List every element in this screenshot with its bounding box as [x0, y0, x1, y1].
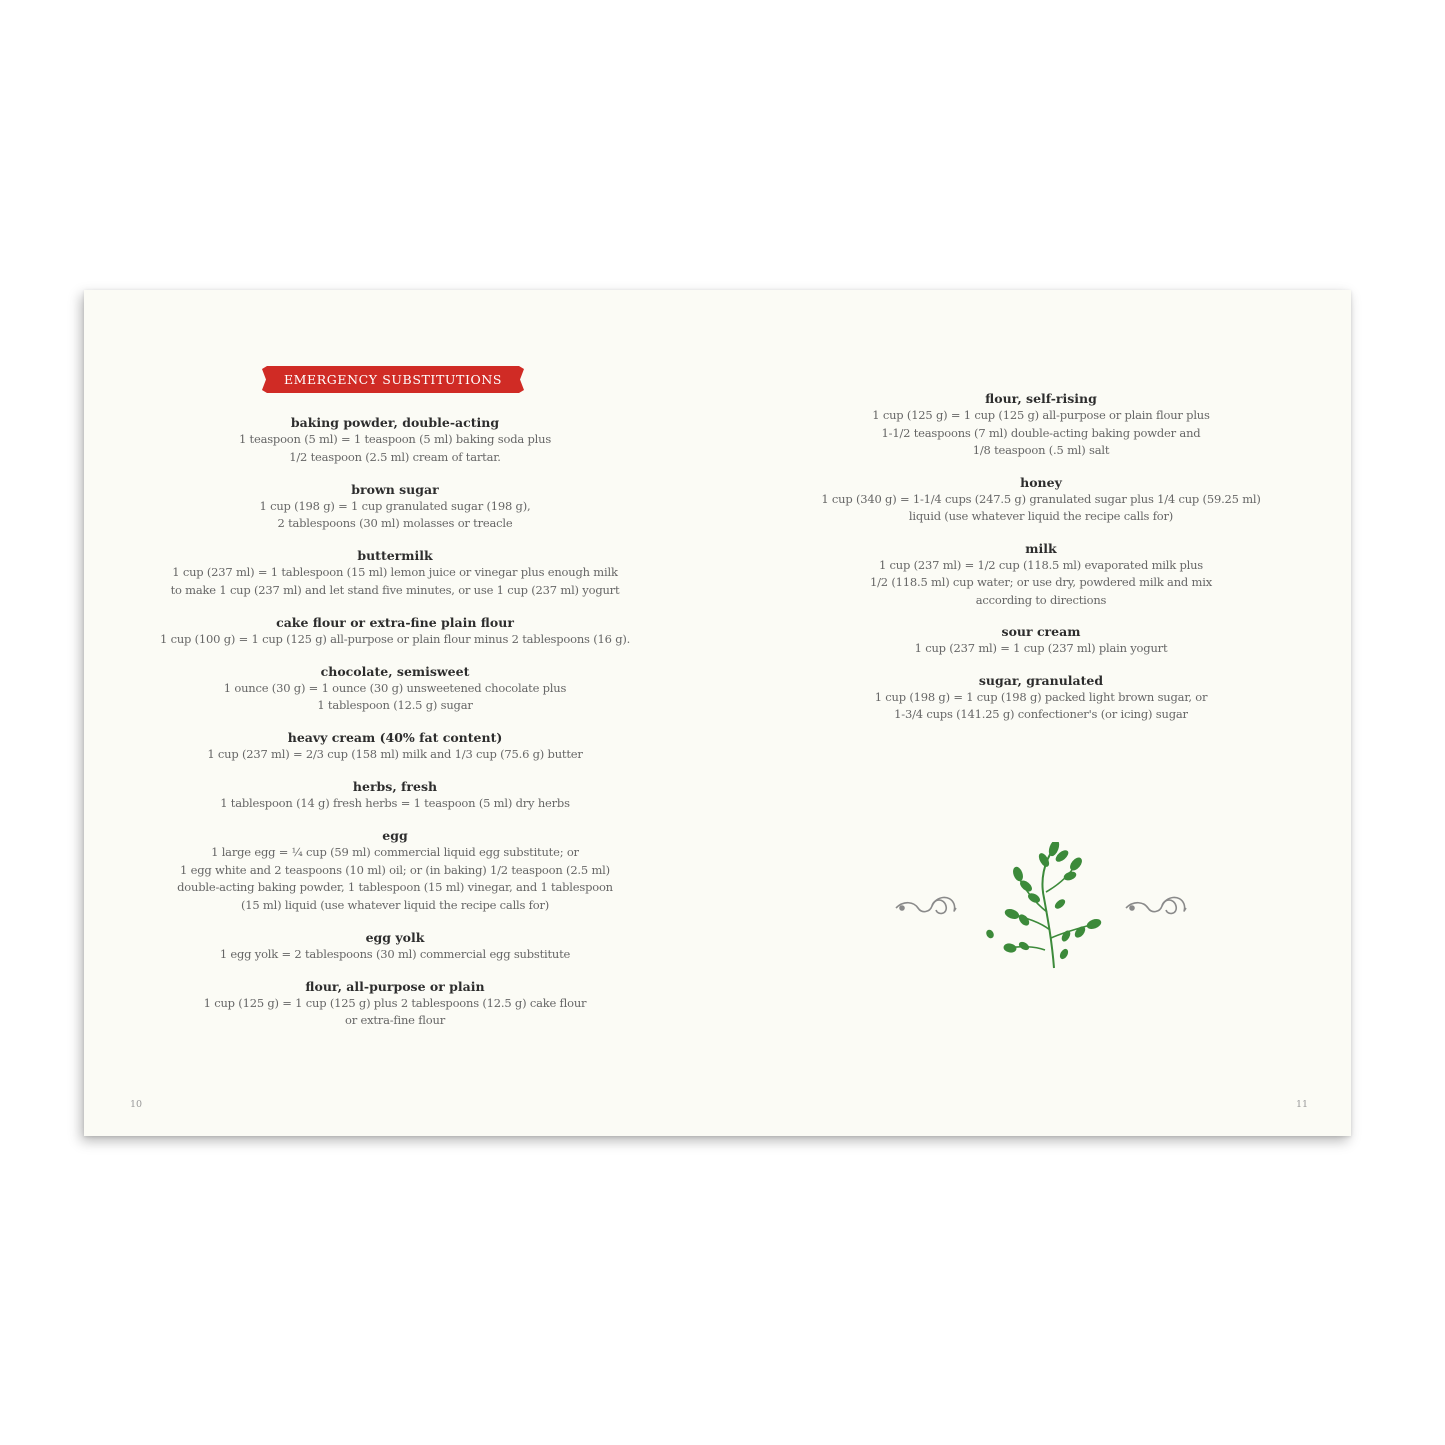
substitution-entry	[160, 778, 630, 813]
entry-title: chocolate, semisweet	[320, 663, 470, 679]
entry-line: 1 cup (237 ml) = 1 cup (237 ml) plain yogurt	[914, 641, 1168, 655]
entry-line: 1 cup (100 g) = 1 cup (125 g) all-purpose or plain flour minus 2 tablespoons (16 g).	[160, 631, 631, 646]
entry-line: 1 ounce (30 g) = 1 ounce (30 g) unsweetened chocolate plus	[223, 680, 567, 695]
entry-line: 1 tablespoon (14 g) fresh herbs = 1 teaspoon (5 ml) dry herbs	[220, 796, 570, 810]
entry-line: 1 cup (198 g) = 1 cup granulated sugar (198 g),	[259, 498, 531, 513]
entry-title: egg yolk	[365, 929, 425, 945]
entry-line: 1 teaspoon (5 ml) = 1 teaspoon (5 ml) baking soda plus	[238, 432, 552, 446]
right-flourish-icon	[1126, 897, 1186, 913]
substitution-entry	[160, 827, 630, 914]
entry-line: 1 cup (125 g) = 1 cup (125 g) all-purpose or plain flour plus	[872, 408, 1210, 422]
substitution-entry	[160, 929, 630, 964]
entry-title: buttermilk	[357, 548, 433, 563]
substitution-entry	[812, 474, 1270, 526]
entry-line: 1/2 teaspoon (2.5 ml) cream of tartar.	[289, 449, 501, 464]
entry-line: 1-1/2 teaspoons (7 ml) double-acting baking powder and	[881, 425, 1201, 440]
entry-line: 1 cup (340 g) = 1-1/4 cups (247.5 g) granulated sugar plus 1/4 cup (59.25 ml)	[821, 491, 1261, 506]
left-flourish-icon	[896, 897, 956, 913]
page-number-right: 11	[1296, 1099, 1309, 1110]
substitution-entry	[160, 663, 630, 715]
section-banner	[262, 366, 524, 393]
sprig-leaves	[985, 842, 1102, 968]
entry-line: liquid (use whatever liquid the recipe calls for)	[908, 509, 1174, 523]
entry-title: sugar, granulated	[978, 672, 1104, 688]
substitution-entry	[160, 978, 630, 1030]
substitution-entry	[160, 414, 630, 466]
entry-title: flour, self-rising	[985, 391, 1097, 406]
entry-line: 1 egg white and 2 teaspoons (10 ml) oil; or (in baking) 1/2 teaspoon (2.5 ml)	[180, 862, 610, 877]
substitution-entry	[812, 672, 1270, 724]
entry-line: (15 ml) liquid (use whatever liquid the recipe calls for)	[240, 897, 550, 912]
herb-sprig-icon	[894, 842, 1190, 972]
entry-title: heavy cream (40% fat content)	[287, 730, 503, 745]
left-page-entries	[160, 414, 630, 1044]
entry-title: flour, all-purpose or plain	[305, 978, 485, 994]
entry-line: 1 tablespoon (12.5 g) sugar	[317, 698, 473, 712]
substitution-entry	[812, 623, 1270, 658]
entry-title: honey	[1020, 474, 1062, 490]
entry-line: 2 tablespoons (30 ml) molasses or treacle	[277, 516, 513, 530]
entry-line: 1 cup (237 ml) = 2/3 cup (158 ml) milk and 1/3 cup (75.6 g) butter	[207, 747, 583, 761]
entry-line: double-acting baking powder, 1 tablespoon (15 ml) vinegar, and 1 tablespoon	[177, 880, 613, 894]
substitution-entry	[160, 547, 630, 599]
entry-title: sour cream	[1001, 624, 1081, 639]
substitution-entry	[160, 614, 630, 649]
banner-title: EMERGENCY SUBSTITUTIONS	[283, 372, 503, 387]
entry-line: 1 cup (237 ml) = 1 tablespoon (15 ml) lemon juice or vinegar plus enough milk	[172, 565, 618, 579]
page-number-left: 10	[130, 1099, 143, 1110]
entry-line: 1 egg yolk = 2 tablespoons (30 ml) commercial egg substitute	[219, 946, 571, 961]
entry-title: baking powder, double-acting	[290, 415, 500, 430]
entry-line: to make 1 cup (237 ml) and let stand five minutes, or use 1 cup (237 ml) yogurt	[170, 582, 620, 597]
entry-line: 1 cup (198 g) = 1 cup (198 g) packed light brown sugar, or	[874, 689, 1208, 704]
herb-ornament	[894, 842, 1190, 972]
entry-title: milk	[1025, 540, 1057, 556]
entry-title: herbs, fresh	[352, 779, 438, 794]
entry-line: 1 cup (125 g) = 1 cup (125 g) plus 2 tablespoons (12.5 g) cake flour	[203, 995, 587, 1010]
entry-title: brown sugar	[351, 481, 439, 497]
entry-line: 1/2 (118.5 ml) cup water; or use dry, powdered milk and mix	[869, 575, 1212, 589]
entry-line: 1 cup (237 ml) = 1/2 cup (118.5 ml) evaporated milk plus	[878, 557, 1204, 572]
substitution-entry	[160, 481, 630, 533]
entry-title: egg	[382, 828, 408, 843]
entry-title: cake flour or extra-fine plain flour	[276, 614, 514, 630]
entry-line: 1/8 teaspoon (.5 ml) salt	[972, 443, 1110, 457]
entry-line: 1-3/4 cups (141.25 g) confectioner's (or icing) sugar	[894, 707, 1188, 721]
entry-line: 1 large egg = ¼ cup (59 ml) commercial liquid egg substitute; or	[211, 845, 579, 859]
entry-line: or extra-fine flour	[345, 1013, 445, 1027]
substitution-entry	[812, 390, 1270, 460]
right-page-entries	[812, 390, 1270, 738]
substitution-entry	[160, 729, 630, 764]
substitution-entry	[812, 540, 1270, 610]
entry-line: according to directions	[975, 592, 1107, 607]
